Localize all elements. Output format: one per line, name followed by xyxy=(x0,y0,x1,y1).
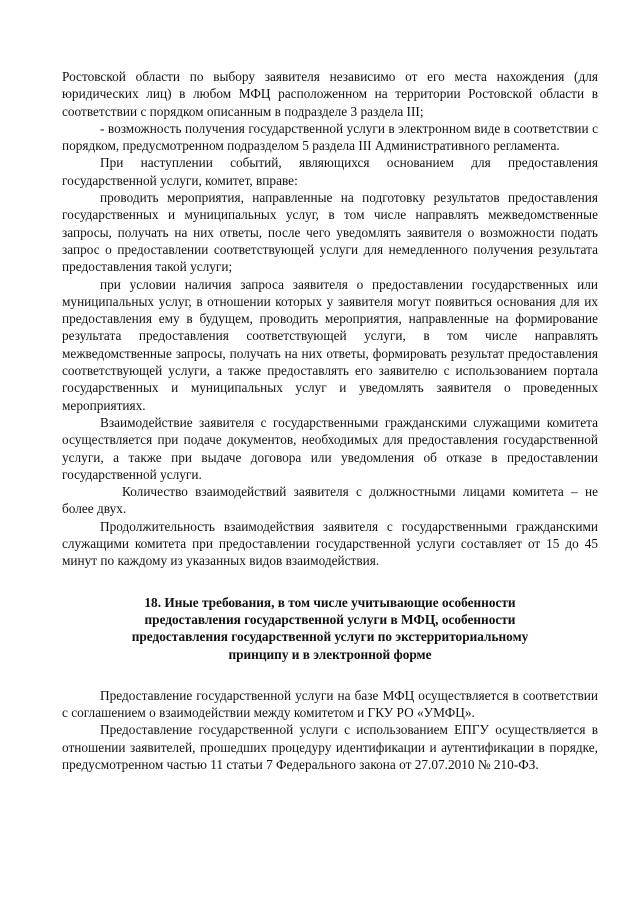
paragraph-events-intro: При наступлении событий, являющихся основанием для предоставления государственной услуги, комитет, вправе: xyxy=(62,155,598,188)
paragraph-interaction: Взаимодействие заявителя с государственными гражданскими служащими комитета осуществляется при подаче документов, необходимых для предоставления государственной услуги, а также при выдаче договора или уведомления об отказе в предоставлении государственной услуги. xyxy=(62,414,598,482)
paragraph-electronic-option: - возможность получения государственной услуги в электронном виде в соответствии с порядком, предусмотренном подразделом 5 раздела III Административного регламента. xyxy=(62,120,598,154)
paragraph-epgu: Предоставление государственной услуги с использованием ЕПГУ осуществляется в отношении заявителей, прошедших процедуру идентификации и аутентификации в порядке, предусмотренном частью 11 статьи 7 Федерального закона от 27.07.2010 № 210-ФЗ. xyxy=(62,722,598,772)
paragraph-continuation: Ростовской области по выбору заявителя независимо от его места нахождения (для юридических лиц) в любом МФЦ расположенном на территории Ростовской области в соответствии с порядком описанным в подразделе 3 раздела III; xyxy=(62,69,598,119)
paragraph-interaction-count: Количество взаимодействий заявителя с должностными лицами комитета – не более двух. xyxy=(62,484,598,517)
document-body xyxy=(62,68,598,773)
paragraph-measures: проводить мероприятия, направленные на подготовку результатов предоставления государственных и муниципальных услуг, в том числе направлять межведомственные запросы, получать на них ответы, после чего уведомлять заявителя о возможности подать запрос о предоставлении соответствующей услуги для немедленного получения результата предоставления такой услуги; xyxy=(62,190,598,275)
paragraph-request-condition: при условии наличия запроса заявителя о предоставлении государственных или муниципальных услуг, в отношении которых у заявителя могут появиться основания для их предоставления ему в будущем, проводить мероприятия, направленные на формирование результата предоставления соответствующей услуги, в том числе направлять межведомственные запросы, получать на них ответы, формировать результат предоставления соответствующей услуги, а также предоставлять его заявителю с использованием портала государственных и муниципальных услуг и уведомлять заявителя о проведенных мероприятиях. xyxy=(62,276,598,413)
paragraph-interaction-duration: Продолжительность взаимодействия заявителя с государственными гражданскими служащими комитета при предоставлении государственной услуги составляет от 15 до 45 минут по каждому из указанных видов взаимодействия. xyxy=(62,518,598,569)
paragraph-mfc: Предоставление государственной услуги на базе МФЦ осуществляется в соответствии с соглашением о взаимодействии между комитетом и ГКУ РО «УМФЦ». xyxy=(62,687,598,721)
section-heading: 18. Иные требования, в том числе учитывающие особенности предоставления государственной услуги в МФЦ, особенности предоставления государственной услуги по экстерриториальному принципу и в электронной форме xyxy=(131,594,529,662)
